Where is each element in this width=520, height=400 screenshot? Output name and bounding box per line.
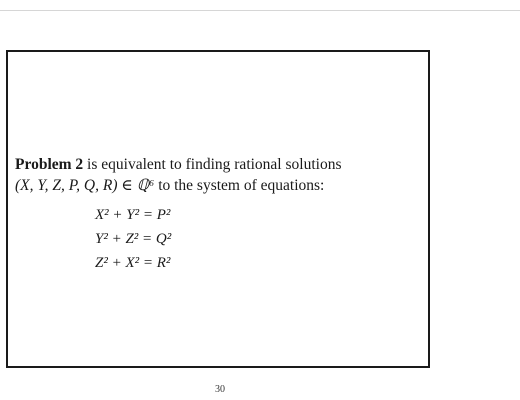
top-divider <box>0 10 520 11</box>
equation-3: Z² + X² = R² <box>95 255 171 271</box>
equation-1: X² + Y² = P² <box>95 207 171 223</box>
equation-2: Y² + Z² = Q² <box>95 231 172 247</box>
tuple-expression: (X, Y, Z, P, Q, R) ∈ ℚ⁶ <box>15 177 155 194</box>
slide-content <box>15 154 415 275</box>
statement-text-1: is equivalent to finding rational solutions <box>83 156 342 173</box>
statement-text-2: to the system of equations: <box>154 177 325 194</box>
problem-label: Problem 2 <box>15 156 84 173</box>
statement-line-1 <box>15 154 415 175</box>
statement-line-2 <box>15 175 415 196</box>
equation-system <box>95 203 415 275</box>
page-number: 30 <box>215 384 225 395</box>
